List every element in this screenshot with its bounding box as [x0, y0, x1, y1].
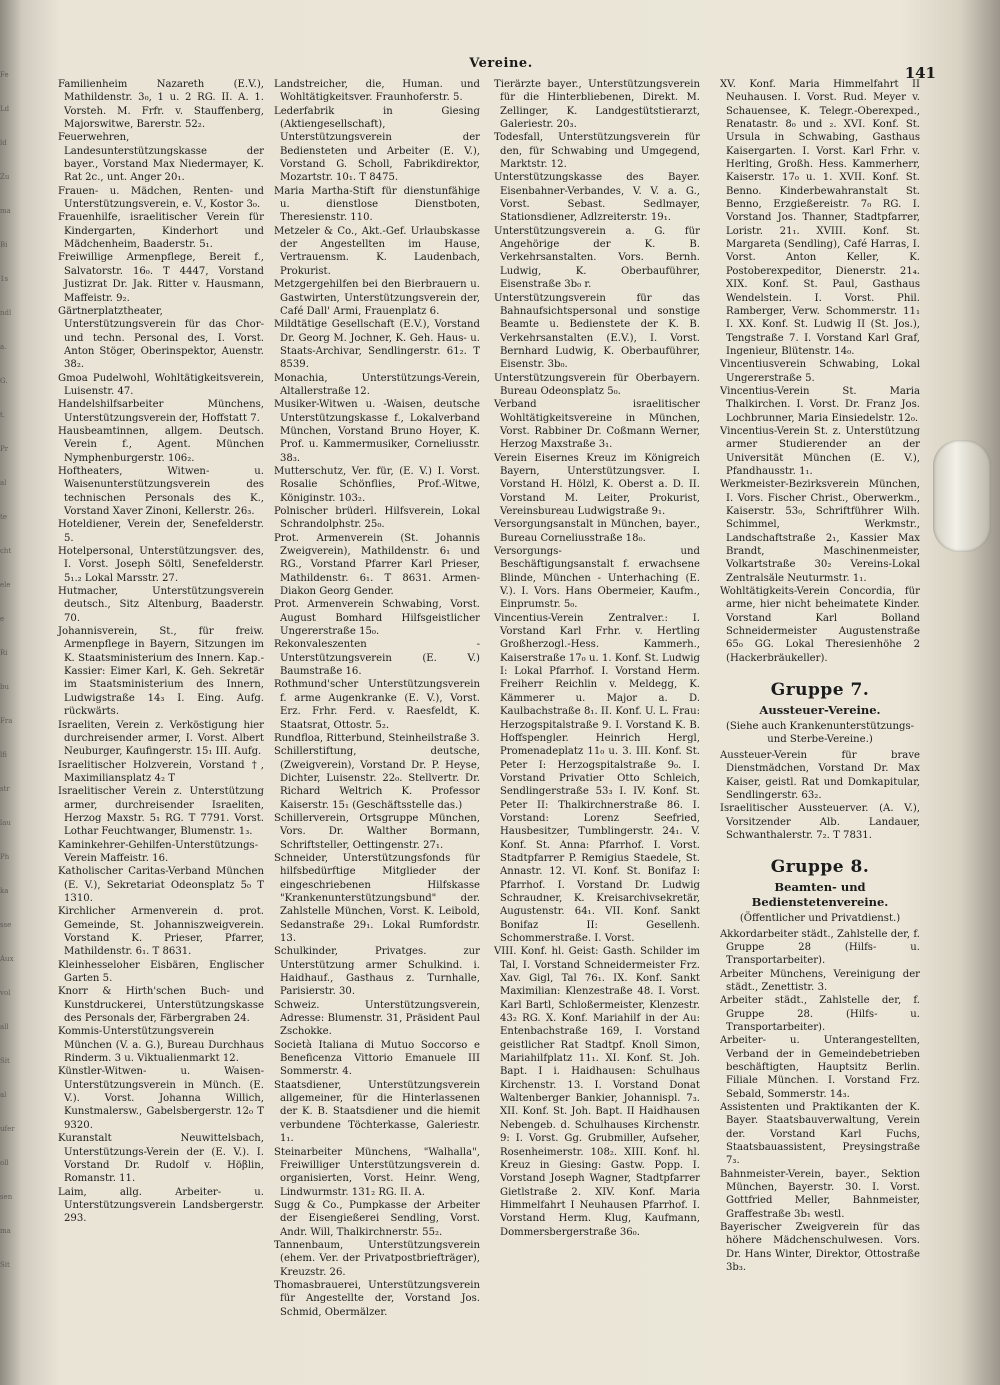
directory-entry: Assistenten und Praktikanten der K. Bayer. Staatsbauverwaltung, Verein der. Vorstand Karl Fuchs, Staatsbauassistent, Preysingstraße 7₃.: [720, 1102, 920, 1167]
gutter-fragment: e: [0, 615, 5, 623]
directory-entry: Arbeiter Münchens, Vereinigung der städt., Zenettistr. 3.: [720, 968, 920, 993]
directory-entry: Gmoa Pudelwohl, Wohltätigkeitsverein, Luisenstr. 47.: [58, 372, 264, 397]
group-7-note: (Siehe auch Krankenunterstützungs- und Sterbe-Vereine.): [725, 721, 915, 746]
directory-entry: Schillerstiftung, deutsche, (Zweigverein), Vorstand Dr. P. Heyse, Dichter, Luisenstr. 22₀. Stellvertr. Dr. Richard Weltrich K. Professor Kaiserstr. 15₁ (Geschäftsstelle das.): [274, 746, 480, 811]
gutter-fragment: cht: [0, 547, 12, 555]
binder-clip: [933, 440, 991, 552]
directory-entry: Akkordarbeiter städt., Zahlstelle der, f. Gruppe 28 (Hilfs- u. Transportarbeiter).: [720, 928, 920, 967]
gutter-fragment: t.: [0, 411, 6, 419]
gutter-fragment: ndl: [0, 309, 12, 317]
gutter-fragment: al: [0, 1091, 7, 1099]
group-7-title: Gruppe 7.: [770, 680, 870, 701]
directory-entry: Vincentius-Verein St. Maria Thalkirchen. I. Vorst. Dr. Franz Jos. Lochbrunner, Maria Einsiedelstr. 12₀.: [720, 385, 920, 424]
gutter-fragment: ufer: [0, 1125, 15, 1133]
directory-entry: Handelshilfsarbeiter Münchens, Unterstützungsverein der, Hoffstatt 7.: [58, 399, 264, 424]
directory-entry: Maria Martha-Stift für dienstunfähige u. dienstlose Dienstboten, Theresienstr. 110.: [274, 185, 480, 224]
directory-entry: Polnischer brüderl. Hilfsverein, Lokal Schrandolphstr. 25₀.: [274, 506, 480, 531]
directory-entry: Wohltätigkeits-Verein Concordia, für arme, hier nicht beheimatete Kinder. Vorstand Karl Bolland Schneidermeister Augustenstraße 65₀ GG. Lokal Theresienhöhe 2 (Hackerbräukeller).: [720, 586, 920, 664]
gutter-fragment: all: [0, 1023, 9, 1031]
directory-entry: Arbeiter städt., Zahlstelle der, f. Gruppe 28. (Hilfs- u. Transportarbeiter).: [720, 995, 920, 1033]
directory-entry: Versorgungs- und Beschäftigungsanstalt f. erwachsene Blinde, München - Unterhaching (E. V.). I. Vors. Hans Obermeier, Kaufm., Einprumstr. 5₀.: [494, 546, 700, 611]
directory-entry: XV. Konf. Maria Himmelfahrt II Neuhausen. I. Vorst. Rud. Meyer v. Schauensee, K. Telegr.-Oberexped., Renatastr. 8₀ und ₂. XVI. Konf. St. Ursula in Schwabing, Gasthaus Kaisergarten. I. Vorst. Karl Frhr. v. Herlting, Großh. Hess. Kammerherr, Kaiserstr. 17₀ u. 1. XVII. Konf. St. Benno. Kinderbewahranstalt St. Benno, Erzgießereistr. 7₀ RG. I. Vorstand Jos. Thanner, Stadtpfarrer, Loristr. 21₁. XVIII. Konf. St. Margareta (Sendling), Café Harras, I. Vorst. Anton Keller, K. Postoberexpeditor, Dienerstr. 21₄. XIX. Konf. St. Paul, Gasthaus Wendelstein. I. Vorst. Phil. Ramberger, Verw. Schommerstr. 11₁ I. XX. Konf. St. Ludwig II (St. Jos.), Tengstraße 7. I. Vorstand Karl Graf, Ingenieur, Blütenstr. 14₀.: [720, 79, 920, 357]
group-7-entries: [720, 749, 920, 842]
column-2: [274, 78, 480, 1319]
directory-entry: Tannenbaum, Unterstützungsverein (ehem. Ver. der Privatpostbriefträger), Kreuzstr. 26.: [274, 1239, 480, 1278]
gutter-fragment: Sit: [0, 1261, 10, 1269]
directory-entry: Landstreicher, die, Human. und Wohltätigkeitsver. Fraunhoferstr. 5.: [274, 79, 480, 104]
column-4: [720, 78, 920, 1275]
directory-entry: Familienheim Nazareth (E.V.), Mathildenstr. 3₀, 1 u. 2 RG. II. A. 1. Vorsteh. M. Frfr. v. Stauffenberg, Majorswitwe, Barerstr. 52₂.: [58, 79, 264, 131]
gutter-fragment: Aux: [0, 955, 14, 963]
directory-entry: Kaminkehrer-Gehilfen-Unterstützungs-Verein Maffeistr. 16.: [58, 839, 259, 864]
directory-entry: Israelitischer Verein z. Unterstützung armer, durchreisender Israeliten, Herzog Maxstr. 5₁ RG. T 7791. Vorst. Lothar Feuchtwanger, Blumenstr. 1₃.: [58, 786, 264, 838]
directory-entry: Katholischer Caritas-Verband München (E. V.), Sekretariat Odeonsplatz 5₀ T 1310.: [58, 866, 264, 904]
group-8-note: (Öffentlicher und Privatdienst.): [739, 913, 901, 925]
directory-entry: Feuerwehren, Landesunterstützungskasse der bayer., Vorstand Max Niedermayer, K. Rat 2c., unt. Anger 20₁.: [58, 132, 264, 184]
directory-entry: Laim, allg. Arbeiter- u. Unterstützungsverein Landsbergerstr. 293.: [58, 1186, 264, 1225]
directory-entry: Vincentiusverein Schwabing, Lokal Ungererstraße 5.: [720, 359, 920, 384]
directory-entry: Israelitischer Aussteuerver. (A. V.), Vorsitzender Alb. Landauer, Schwanthalerstr. 7₂. T 7831.: [720, 803, 920, 841]
directory-entry: Freiwillige Armenpflege, Bereit f., Salvatorstr. 16₀. T 4447, Vorstand Justizrat Dr. Jak. Ritter v. Hausmann, Maffeistr. 9₂.: [58, 252, 264, 304]
directory-entry: Metzgergehilfen bei den Bierbrauern u. Gastwirten, Unterstützungsverein der, Café Dall' Armi, Frauenplatz 6.: [274, 279, 480, 317]
directory-entry: Vincentius-Verein Zentralver.: I. Vorstand Karl Frhr. v. Hertling Großherzogl.-Hess. Kammerh., Kaiserstraße 17₀ u. 1. Konf. St. Ludwig I: Lokal Pfarrhof. I. Vorstand Herm. Freiherr Reichlin v. Meldegg, K. Kämmerer u. Major a. D. Kaulbachstraße 8₁. II. Konf. U. L. Frau: Herzogspitalstraße 9. I. Vorstand K. B. Hoffspengler. Heinrich Hergl, Promenadeplatz 11₀ u. 3. III. Konf. St. Peter I: Herzogspitalstraße 9₀. I. Vorstand Privatier Otto Schleich, Sendlingerstraße 53₃ I. IV. Konf. St. Peter II: Thalkirchnerstraße 86. I. Vorstand: Lorenz Seefried, Hausbesitzer, Tumblingerstr. 24₁. V. Konf. St. Anna: Pfarrhof. I. Vorst. Stadtpfarrer P. Remigius Staedele, St. Annastr. 12. VI. Konf. St. Bonifaz I: Pfarrhof. I. Vorstand Dr. Ludwig Schraudner, K. Kreisarchivsekretär, Augustenstr. 64₁. VII. Konf. Sankt Bonifaz II: Gesellenh. Schommerstraße. I. Vorst.: [494, 612, 700, 944]
directory-entry: Hausbeamtinnen, allgem. Deutsch. Verein f., Agent. München Nymphenburgerstr. 106₂.: [58, 425, 264, 464]
gutter-fragment: Pr: [0, 445, 9, 453]
page-number: 141: [904, 64, 936, 82]
gutter-fragment: ka: [0, 887, 9, 895]
group-8-subtitle: Beamten- und Bedienstetenvereine.: [751, 880, 889, 910]
directory-entry: Metzeler & Co., Akt.-Gef. Urlaubskasse der Angestellten im Hause, Vertrauensm. K. Laudenbach, Prokurist.: [274, 225, 480, 277]
gutter-fragment: ld: [0, 139, 7, 147]
directory-entry: Musiker-Witwen u. -Waisen, deutsche Unterstützungskasse f., Lokalverband München, Vorstand Bruno Hoyer, K. Prof. u. Kammermusiker, Corneliusstr. 38₃.: [274, 399, 480, 464]
gutter-fragment: lfi: [0, 751, 7, 759]
directory-entry: Schulkinder, Privatges. zur Unterstützung armer Schulkind. i. Haidhauf., Gasthaus z. Turnhalle, Parisierstr. 30.: [274, 946, 480, 998]
gutter-fragment: sse: [0, 921, 12, 929]
directory-entry: Società Italiana di Mutuo Soccorso e Beneficenza Vittorio Emanuele III Sommerstr. 4.: [274, 1039, 480, 1078]
directory-entry: Rundfloa, Ritterbund, Steinheilstraße 3.: [274, 732, 480, 744]
directory-entry: VIII. Konf. hl. Geist: Gasth. Schilder im Tal, I. Vorstand Schneidermeister Frz. Xav. Gigl, Tal 76₁. IX. Konf. Sankt Maximilian: Klenzestraße 48. I. Vorst. Karl Bartl, Schloßermeister, Klenzestr. 43₂ RG. X. Konf. Mariahilf in der Au: Entenbachstraße 169, I. Vorstand geistlicher Rat Stadtpf. Knoll Simon, Mariahilfplatz 11₁. XI. Konf. St. Joh. Bapt. I i. Haidhausen: Schulhaus Kirchenstr. 13. I. Vorstand Donat Waltenberger Bankier, Johannispl. 7₃. XII. Konf. St. Joh. Bapt. II Haidhausen Nebengeb. d. Schulhauses Kirchenstr. 9: I. Vorst. Gg. Grubmiller, Aufseher, Rosenheimerstr. 108₂. XIII. Konf. hl. Kreuz in Giesing: Gastw. Popp. I. Vorstand Joseph Wagner, Stadtpfarrer Gietlstraße 2. XIV. Konf. Maria Himmelfahrt I Neuhausen Pfarrhof. I. Vorstand Herm. Klug, Kaufmann, Dommersbergerstraße 36₀.: [494, 946, 700, 1238]
directory-entry: Versorgungsanstalt in München, bayer., Bureau Corneliusstraße 18₀.: [494, 519, 700, 544]
directory-entry: Sugg & Co., Pumpkasse der Arbeiter der Eisengießerei Sendling, Vorst. Andr. Will, Thalkirchnerstr. 55₂.: [274, 1199, 480, 1238]
directory-entry: Verein Eisernes Kreuz im Königreich Bayern, Unterstützungsver. I. Vorstand H. Hölzl, K. Oberst a. D. II. Vorstand M. Leiter, Prokurist, Vereinsbureau Ludwigstraße 9₁.: [494, 452, 700, 517]
directory-entry: Vincentius-Verein St. z. Unterstützung armer Studierender an der Universität München (E. V.), Pfandhausstr. 1₁.: [720, 425, 920, 477]
group-8-entries: [720, 928, 920, 1275]
directory-entry: Tierärzte bayer., Unterstützungsverein für die Hinterbliebenen, Direkt. M. Zellinger, K. Landgestütstierarzt, Galeriestr. 20₃.: [494, 79, 700, 131]
gutter-fragment: vol: [0, 989, 11, 997]
directory-entry: Rekonvaleszenten - Unterstützungsverein (E. V.) Baumstraße 16.: [274, 639, 480, 678]
gutter-fragment: sen: [0, 1193, 13, 1201]
directory-entry: Johannisverein, St., für freiw. Armenpflege in Bayern, Sitzungen im K. Staatsministerium des Innern. Kap.-Kassier: Eimer Karl, K. Geh. Sekretär im Staatsministerium des Innern, Ludwigstraße 14₃ I. Eing. Aufg. rückwärts.: [58, 626, 264, 718]
directory-entry: Künstler-Witwen- u. Waisen-Unterstützungsverein in Münch. (E. V.). Vorst. Johanna Willich, Kunstmalersw., Gabelsbergerstr. 12₀ T 9320.: [58, 1066, 264, 1131]
gutter-fragment: Fra: [0, 717, 13, 725]
directory-entry: Frauenhilfe, israelitischer Verein für Kindergarten, Kinderhort und Mädchenheim, Baaderstr. 5₁.: [58, 212, 264, 251]
gutter-fragment: Ld: [0, 105, 10, 113]
directory-entry: Verband israelitischer Wohltätigkeitsvereine in München, Vorst. Rabbiner Dr. Coßmann Werner, Herzog Maxstraße 3₁.: [494, 399, 700, 451]
directory-entry: Hoteldiener, Verein der, Senefelderstr. 5.: [58, 519, 264, 544]
column-3: [494, 78, 700, 1239]
directory-entry: Werkmeister-Bezirksverein München, I. Vors. Fischer Christ., Oberwerkm., Kaiserstr. 53₀, Schriftführer Wilh. Schimmel, Werkmstr., Landschaftstraße 2₁, Kassier Max Brandt, Maschinenmeister, Volkartstraße 30₂ Vereins-Lokal Zentralsäle Neuturmstr. 1₁.: [720, 479, 920, 584]
gutter-fragment: Sit: [0, 1057, 10, 1065]
gutter-fragment: Ri: [0, 649, 8, 657]
directory-entry: Prot. Armenverein (St. Johannis Zweigverein), Mathildenstr. 6₁ und RG., Vorstand Pfarrer Karl Prieser, Mathildenstr. 6₁. T 8631. Armen-Diakon Georg Gender.: [274, 532, 480, 598]
directory-entry: Arbeiter- u. Unterangestellten, Verband der in Gemeindebetrieben beschäftigten, Hauptsitz Berlin. Filiale München. I. Vorstand Frz. Sebald, Sommerstr. 14₃.: [720, 1035, 920, 1100]
gutter-fragment: str: [0, 785, 10, 793]
directory-entry: Hutmacher, Unterstützungsverein deutsch., Sitz Altenburg, Baaderstr. 70.: [58, 586, 264, 624]
directory-entry: Unterstützungsverein für Oberbayern. Bureau Odeonsplatz 5₀.: [494, 372, 700, 397]
gutter-fragment: al: [0, 479, 7, 487]
directory-entry: Kuranstalt Neuwittelsbach, Unterstützungs-Verein der (E. V.). I. Vorstand Dr. Rudolf v. Höβlin, Romanstr. 11.: [58, 1133, 264, 1185]
directory-entry: Schneider, Unterstützungsfonds für hilfsbedürftige Mitglieder der eingeschriebenen Hilfskasse "Krankenunterstützungsbund" der. Zahlstelle München, Vorst. K. Leibold, Sedanstraße 29₁. Lokal Rumfordstr. 13.: [274, 852, 480, 944]
directory-entry: Staatsdiener, Unterstützungsverein allgemeiner, für die Hinterlassenen der K. B. Staatsdiener und die hiemit verbundene Töchterkasse, Galeriestr. 1₁.: [274, 1079, 480, 1145]
gutter-fragment: a.: [0, 343, 7, 351]
gutter-fragment: ma: [0, 207, 11, 215]
directory-entry: Kirchlicher Armenverein d. prot. Gemeinde, St. Johanniszweigverein. Vorstand K. Prieser, Pfarrer, Mathildenstr. 6₁. T 8631.: [58, 906, 264, 958]
directory-entry: Hoftheaters, Witwen- u. Waisenunterstützungsverein des technischen Personals des K., Vorstand Xaver Zinoni, Kellerstr. 26₃.: [58, 465, 264, 517]
gutter-fragment: oll: [0, 1159, 9, 1167]
column-1: [58, 78, 264, 1226]
directory-entry: Bayerischer Zweigverein für das höhere Mädchenschulwesen. Vors. Dr. Hans Winter, Direktor, Ottostraße 3b₃.: [720, 1222, 920, 1274]
gutter-fragment: lau: [0, 819, 11, 827]
directory-entry: Mildtätige Gesellschaft (E.V.), Vorstand Dr. Georg M. Jochner, K. Geh. Haus- u. Staats-Archivar, Sendlingerstr. 61₂. T 8539.: [274, 319, 480, 371]
directory-entry: Israeliten, Verein z. Verköstigung hier durchreisender armer, I. Vorst. Albert Neuburger, Kaufingerstr. 15₁ III. Aufg.: [58, 719, 264, 758]
directory-entry: Monachia, Unterstützungs-Verein, Altallerstraße 12.: [274, 372, 480, 397]
gutter-fragment: 1s: [0, 275, 9, 283]
directory-entry: Thomasbrauerei, Unterstützungsverein für Angestellte der, Vorstand Jos. Schmid, Obermälzer.: [274, 1279, 480, 1318]
directory-entry: Schillerverein, Ortsgruppe München, Vors. Dr. Walther Bormann, Schriftsteller, Oettingenstr. 27₁.: [274, 812, 480, 851]
column-4-entries: [720, 78, 920, 665]
directory-entry: Steinarbeiter Münchens, "Walhalla", Freiwilliger Unterstützungsverein d. organisierten, Vorst. Heinr. Weng, Lindwurmstr. 131₂ RG. II. A.: [274, 1146, 480, 1198]
directory-entry: Frauen- u. Mädchen, Renten- und Unterstützungsverein, e. V., Kostor 3₀.: [58, 185, 264, 211]
directory-entry: Kommis-Unterstützungsverein München (V. a. G.), Bureau Durchhaus Rinderm. 3 u. Viktualienmarkt 12.: [58, 1026, 264, 1065]
gutter-fragment: Bi: [0, 241, 8, 249]
directory-entry: Rothmund'scher Unterstützungsverein f. arme Augenkranke (E. V.), Vorst. Erz. Frhr. Ferd. v. Raesfeldt, K. Staatsrat, Ottostr. 5₂.: [274, 679, 480, 731]
directory-entry: Mutterschutz, Ver. für, (E. V.) I. Vorst. Rosalie Schönflies, Prof.-Witwe, Königinstr. 103₂.: [274, 465, 480, 504]
directory-entry: Aussteuer-Verein für brave Dienstmädchen, Vorstand Dr. Max Kaiser, geistl. Rat und Domkapitular, Sendlingerstr. 63₂.: [720, 749, 920, 801]
gutter-fragment: te: [0, 513, 7, 521]
gutter-fragment: bu: [0, 683, 9, 691]
directory-entry: Hotelpersonal, Unterstützungsver. des, I. Vorst. Joseph Söltl, Senefelderstr. 5₁.₂ Lokal Marsstr. 27.: [58, 546, 264, 584]
directory-entry: Schweiz. Unterstützungsverein, Adresse: Blumenstr. 31, Präsident Paul Zschokke.: [274, 999, 480, 1038]
group-7-subtitle: Aussteuer-Vereine.: [759, 703, 881, 718]
directory-entry: Israelitischer Holzverein, Vorstand †, Maximiliansplatz 4₂ T: [58, 759, 264, 784]
group-8-title: Gruppe 8.: [770, 857, 870, 878]
gutter-fragment: Fe: [0, 71, 9, 79]
directory-entry: Unterstützungsverein für das Bahnaufsichtspersonal und sonstige Beamte u. Bedienstete der K. B. Verkehrsanstalten (E.V.), I. Vorst. Bernhard Ludwig, K. Oberbauführer, Eisenstr. 3b₀.: [494, 292, 700, 371]
gutter-fragment: Zu: [0, 173, 10, 181]
running-head: Vereine.: [469, 56, 533, 71]
directory-entry: Kleinhesseloher Eisbären, Englischer Garten 5.: [58, 959, 264, 985]
directory-entry: Todesfall, Unterstützungsverein für den, für Schwabing und Umgegend, Marktstr. 12.: [494, 132, 700, 171]
directory-entry: Prot. Armenverein Schwabing, Vorst. August Bomhard Hilfsgeistlicher Ungererstraße 15₀.: [274, 599, 480, 638]
directory-entry: Gärtnerplatztheater, Unterstützungsverein für das Chor- und techn. Personal des, I. Vorst. Anton Stöger, Oberinspektor, Auenstr. 38₂.: [58, 305, 264, 371]
previous-page-gutter: [0, 0, 40, 1385]
gutter-fragment: Ph: [0, 853, 10, 861]
directory-entry: Knorr & Hirth'schen Buch- und Kunstdruckerei, Unterstützungskasse des Personals der, Färbergraben 24.: [58, 986, 264, 1025]
directory-entry: Unterstützungskasse des Bayer. Eisenbahner-Verbandes, V. V. a. G., Vorst. Sebast. Sedlmayer, Stationsdiener, Adlzreiterstr. 19₁.: [494, 172, 700, 224]
directory-entry: Unterstützungsverein a. G. für Angehörige der K. B. Verkehrsanstalten. Vors. Bernh. Ludwig, K. Oberbauführer, Eisenstraße 3b₀ r.: [494, 225, 700, 291]
gutter-fragment: ma: [0, 1227, 11, 1235]
gutter-fragment: ele: [0, 581, 11, 589]
directory-entry: Bahnmeister-Verein, bayer., Sektion München, Bayerstr. 30. I. Vorst. Gottfried Meller, Bahnmeister, Graffestraße 3b₁ westl.: [720, 1168, 920, 1220]
gutter-fragment: G.: [0, 377, 8, 385]
directory-entry: Lederfabrik in Giesing (Aktiengesellschaft), Unterstützungsverein der Bediensteten und Arbeiter (E. V.), Vorstand G. Scholl, Fabrikdirektor, Mozartstr. 10₁. T 8475.: [274, 105, 480, 184]
